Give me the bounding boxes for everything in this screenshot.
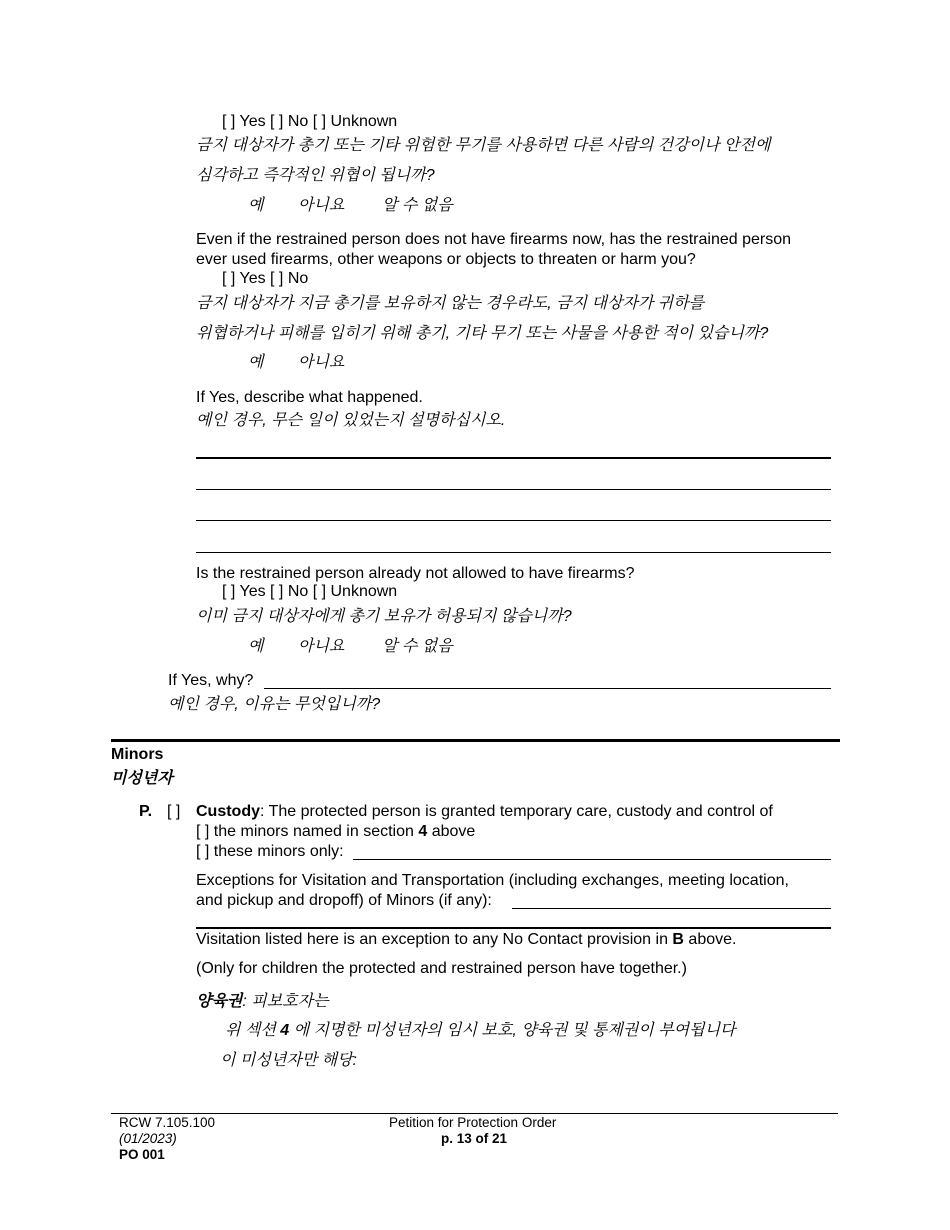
q3-ko-unknown[interactable]: 알 수 없음 bbox=[382, 638, 453, 655]
why-label: If Yes, why? bbox=[168, 672, 254, 689]
describe-line-4[interactable] bbox=[196, 552, 831, 553]
q1-ko-line1: 금지 대상자가 총기 또는 기타 위험한 무기를 사용하면 다른 사람의 건강이나 안전에 bbox=[196, 137, 771, 154]
custody-line bbox=[196, 802, 773, 822]
custody-ko-opt2: 이 미성년자만 해당: bbox=[220, 1052, 357, 1069]
custody-title: Custody bbox=[196, 803, 260, 820]
exceptions-line2: and pickup and dropoff) of Minors (if any): bbox=[196, 892, 492, 909]
footer-page: p. 13 of 21 bbox=[441, 1131, 508, 1146]
q2-line2: ever used firearms, other weapons or objects to threaten or harm you? bbox=[196, 251, 696, 268]
describe-label: If Yes, describe what happened. bbox=[196, 389, 423, 406]
q2-ko-line1: 금지 대상자가 지금 총기를 보유하지 않는 경우라도, 금지 대상자가 귀하를 bbox=[196, 295, 705, 312]
q2-options[interactable]: [ ] Yes [ ] No bbox=[222, 270, 309, 287]
custody-opt1-num: 4 bbox=[418, 823, 428, 840]
visitation-note bbox=[196, 930, 736, 950]
visitation-post: above. bbox=[683, 931, 737, 948]
q1-ko-yes[interactable]: 예 bbox=[248, 197, 264, 214]
custody-opt1-post: above bbox=[427, 823, 476, 840]
custody-opt2[interactable]: [ ] these minors only: bbox=[196, 843, 344, 860]
describe-line-3[interactable] bbox=[196, 520, 831, 521]
custody-ko-line bbox=[196, 992, 329, 1012]
why-answer-line[interactable] bbox=[264, 688, 831, 689]
q3-label: Is the restrained person already not allowed to have firearms? bbox=[196, 565, 635, 582]
footer-rule bbox=[111, 1113, 838, 1114]
exceptions-answer-line-2[interactable] bbox=[196, 927, 831, 929]
q2-ko-no[interactable]: 아니요 bbox=[298, 354, 345, 371]
section-divider bbox=[111, 739, 840, 742]
custody-opt1-pre: the minors named in section bbox=[213, 823, 419, 840]
custody-minors-line[interactable] bbox=[353, 859, 831, 860]
q3-ko-label: 이미 금지 대상자에게 총기 보유가 허용되지 않습니까? bbox=[196, 608, 572, 625]
footer-date: (01/2023) bbox=[119, 1131, 177, 1146]
q3-ko-no[interactable]: 아니요 bbox=[298, 638, 345, 655]
custody-ko-title: 양육권 bbox=[196, 993, 243, 1010]
custody-opt1-box[interactable]: [ ] bbox=[196, 823, 210, 840]
q2-ko-yes[interactable]: 예 bbox=[248, 354, 264, 371]
visitation-pre: Visitation listed here is an exception to any No Contact provision in bbox=[196, 931, 673, 948]
describe-line-1[interactable] bbox=[196, 457, 831, 459]
custody-letter: P. bbox=[139, 803, 153, 820]
q1-ko-line2: 심각하고 즉각적인 위협이 됩니까? bbox=[196, 167, 435, 184]
custody-checkbox[interactable]: [ ] bbox=[167, 803, 181, 820]
footer-rcw: RCW 7.105.100 bbox=[119, 1115, 216, 1130]
visitation-letter: B bbox=[672, 931, 684, 948]
q3-ko-yes[interactable]: 예 bbox=[248, 638, 264, 655]
describe-ko-label: 예인 경우, 무슨 일이 있었는지 설명하십시오. bbox=[196, 412, 506, 429]
why-ko-label: 예인 경우, 이유는 무엇입니까? bbox=[168, 696, 381, 713]
q2-line1: Even if the restrained person does not have firearms now, has the restrained person bbox=[196, 231, 792, 248]
footer-form-id: PO 001 bbox=[119, 1147, 165, 1162]
custody-ko-text: : 피보호자는 bbox=[242, 993, 329, 1010]
q1-ko-unknown[interactable]: 알 수 없음 bbox=[382, 197, 453, 214]
minors-heading: Minors bbox=[111, 746, 164, 763]
exceptions-answer-line[interactable] bbox=[512, 908, 831, 909]
custody-ko-opt1-num: 4 bbox=[280, 1022, 290, 1039]
custody-ko-opt1-pre: 위 섹션 bbox=[225, 1022, 281, 1039]
footer-title: Petition for Protection Order bbox=[389, 1115, 557, 1130]
q2-ko-line2: 위협하거나 피해를 입히기 위해 총기, 기타 무기 또는 사물을 사용한 적이 있습니까? bbox=[196, 325, 769, 342]
q1-options[interactable]: [ ] Yes [ ] No [ ] Unknown bbox=[222, 113, 398, 130]
q3-options[interactable]: [ ] Yes [ ] No [ ] Unknown bbox=[222, 583, 398, 600]
describe-line-2[interactable] bbox=[196, 489, 831, 490]
q1-ko-no[interactable]: 아니요 bbox=[298, 197, 345, 214]
custody-text: : The protected person is granted temporary care, custody and control of bbox=[260, 803, 773, 820]
custody-opt1[interactable] bbox=[196, 822, 475, 842]
exceptions-line1: Exceptions for Visitation and Transportation (including exchanges, meeting location, bbox=[196, 872, 789, 889]
custody-ko-opt1 bbox=[225, 1021, 735, 1041]
custody-ko-opt1-post: 에 지명한 미성년자의 임시 보호, 양육권 및 통제권이 부여됩니다 bbox=[289, 1022, 736, 1039]
minors-ko-heading: 미성년자 bbox=[111, 770, 173, 787]
children-note: (Only for children the protected and restrained person have together.) bbox=[196, 960, 687, 977]
